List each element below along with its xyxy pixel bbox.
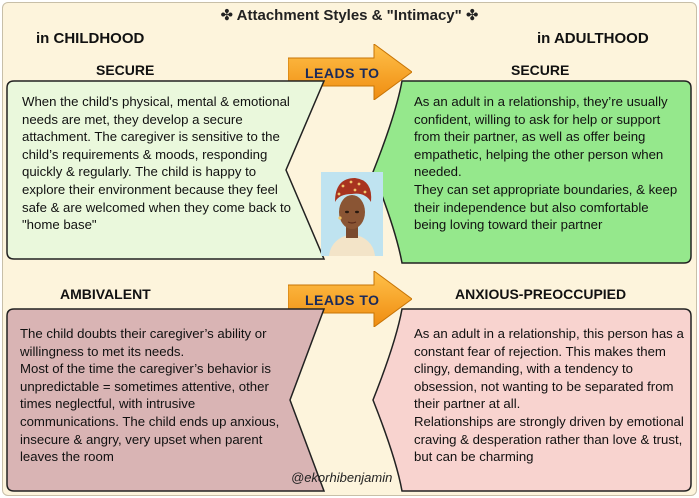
text-secure-adult-p2: They can set appropriate boundaries, & keep their independence but also comfortable being loving toward their partner bbox=[414, 181, 678, 233]
text-ambivalent bbox=[20, 325, 290, 466]
text-anxious bbox=[414, 325, 686, 466]
text-secure-adult-p1: As an adult in a relationship, they’re usually confident, willing to ask for help or support from their partner, as well as offer being empathetic, helping the other person when needed. bbox=[414, 94, 668, 180]
woman-portrait-icon bbox=[321, 172, 383, 256]
label-anxious-preoccupied: ANXIOUS-PREOCCUPIED bbox=[455, 286, 627, 302]
watermark-credit: @ekorhibenjamin bbox=[291, 470, 393, 485]
arrow-label-top: LEADS TO bbox=[305, 65, 380, 81]
text-anxious-p1: As an adult in a relationship, this person has a constant fear of rejection. This makes them clingy, demanding, with a tendency to obsession, not wanting to be separated from their partner at all. bbox=[414, 326, 684, 412]
arrow-label-bottom: LEADS TO bbox=[305, 292, 380, 308]
text-ambivalent-p2: Most of the time the caregiver’s behavior is unpredictable = sometimes attentive, other times neglectful, with intrusive communications. The child ends up anxious, insecure & angry, very upset when parent leaves the room bbox=[20, 361, 280, 465]
column-heading-childhood: in CHILDHOOD bbox=[36, 30, 145, 47]
text-anxious-p2: Relationships are strongly driven by emotional craving & desperation rather than love & trust, but can be charming bbox=[414, 413, 684, 465]
label-secure-child: SECURE bbox=[96, 62, 155, 78]
column-heading-adulthood: in ADULTHOOD bbox=[537, 30, 649, 47]
label-ambivalent: AMBIVALENT bbox=[60, 286, 151, 302]
text-ambivalent-p1: The child doubts their caregiver’s ability or willingness to met its needs. bbox=[20, 326, 267, 359]
text-secure-adult bbox=[414, 93, 684, 234]
page-title: ✤ Attachment Styles & "Intimacy" ✤ bbox=[220, 7, 479, 24]
text-secure-child: When the child's physical, mental & emotional needs are met, they develop a secure attachment. The caregiver is sensitive to the child’s requirements & moods, responding quickly & regularly. The child is happy to explore their environment because they feel safe & are welcomed when they come back to "home base" bbox=[22, 94, 292, 233]
label-secure-adult: SECURE bbox=[511, 62, 570, 78]
